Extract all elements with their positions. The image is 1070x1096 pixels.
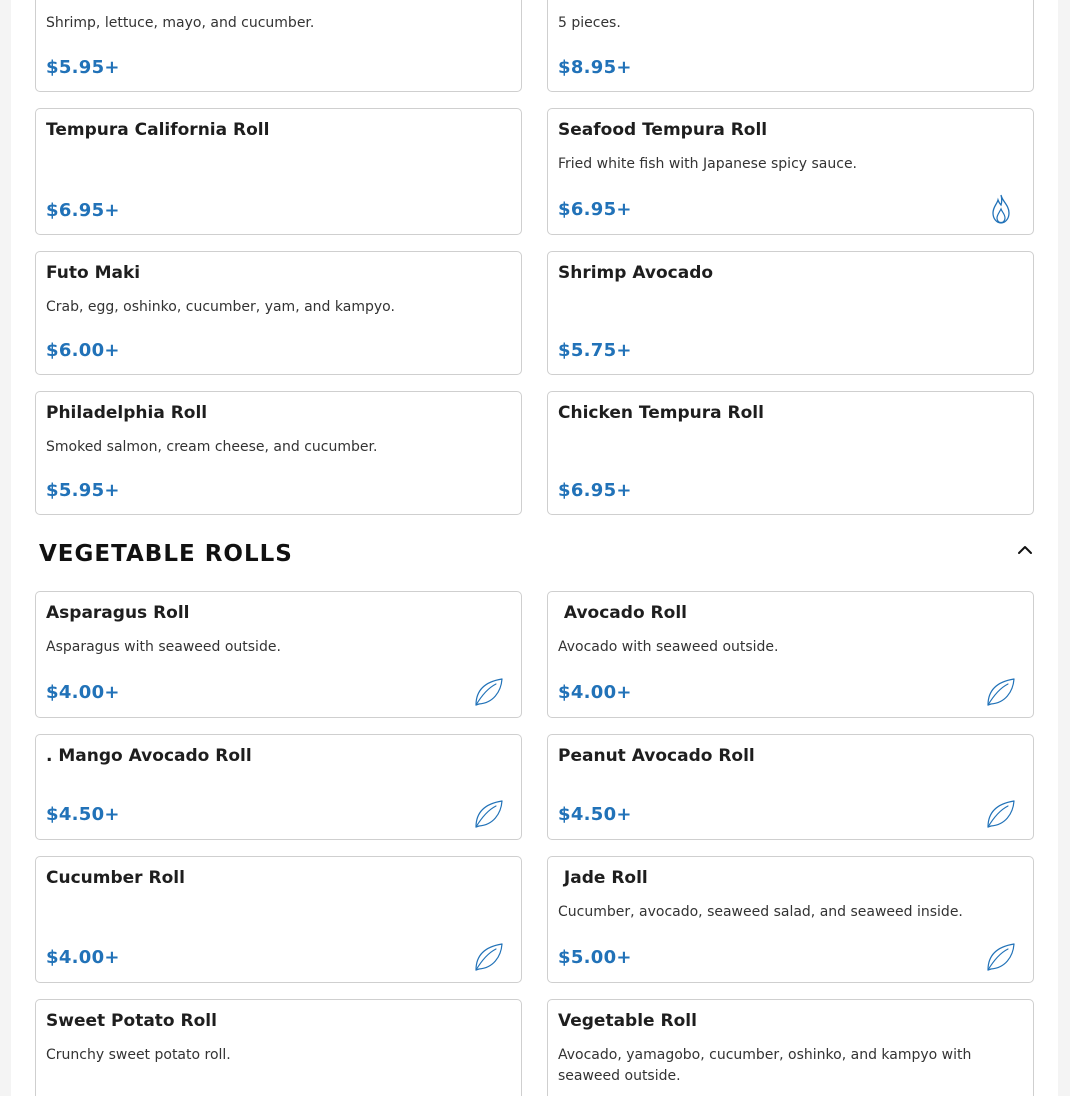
menu-item-description: Shrimp, lettuce, mayo, and cucumber. — [46, 15, 315, 31]
menu-item-price: $4.00+ — [558, 682, 632, 703]
menu-item-price: $4.00+ — [46, 947, 120, 968]
menu-item-description: Fried white fish with Japanese spicy sauce. — [558, 156, 858, 172]
vegetarian-leaf-icon — [985, 676, 1017, 708]
menu-item-card[interactable] — [35, 0, 522, 92]
menu-item-description: Asparagus with seaweed outside. — [46, 639, 281, 655]
menu-item-card[interactable] — [547, 856, 1034, 983]
menu-item-price: $4.50+ — [558, 804, 632, 825]
menu-item-name: Philadelphia Roll — [46, 403, 208, 423]
menu-item-description: Cucumber, avocado, seaweed salad, and seaweed inside. — [558, 904, 963, 920]
menu-item-card[interactable] — [35, 591, 522, 718]
vegetarian-leaf-icon — [985, 941, 1017, 973]
menu-item-price: $5.75+ — [558, 340, 632, 361]
menu-item-description: Avocado with seaweed outside. — [558, 639, 779, 655]
menu-item-card[interactable] — [547, 251, 1034, 375]
menu-item-card[interactable] — [547, 391, 1034, 515]
menu-item-name: Sweet Potato Roll — [46, 1011, 217, 1031]
menu-item-name: Chicken Tempura Roll — [558, 403, 764, 423]
menu-item-card[interactable] — [547, 0, 1034, 92]
menu-item-name: Tempura California Roll — [46, 120, 270, 140]
menu-item-card[interactable] — [547, 108, 1034, 235]
menu-item-card[interactable] — [547, 999, 1034, 1096]
vegetarian-leaf-icon — [473, 941, 505, 973]
menu-item-card[interactable] — [35, 856, 522, 983]
menu-item-description: Crab, egg, oshinko, cucumber, yam, and kampyo. — [46, 299, 395, 315]
vegetarian-leaf-icon — [473, 676, 505, 708]
menu-item-name: Seafood Tempura Roll — [558, 120, 768, 140]
menu-item-price: $4.50+ — [46, 804, 120, 825]
vegetarian-leaf-icon — [473, 798, 505, 830]
spicy-flame-icon — [985, 193, 1017, 225]
menu-item-price: $6.95+ — [558, 480, 632, 501]
menu-item-card[interactable] — [35, 251, 522, 375]
menu-item-card[interactable] — [35, 734, 522, 840]
vegetarian-leaf-icon — [985, 798, 1017, 830]
menu-item-description: Smoked salmon, cream cheese, and cucumber. — [46, 439, 378, 455]
menu-item-card[interactable] — [547, 591, 1034, 718]
menu-item-price: $6.00+ — [46, 340, 120, 361]
menu-item-name: Vegetable Roll — [558, 1011, 697, 1031]
menu-item-name: Peanut Avocado Roll — [558, 746, 755, 766]
menu-item-description: 5 pieces. — [558, 15, 621, 31]
menu-item-price: $6.95+ — [558, 199, 632, 220]
menu-item-price: $5.95+ — [46, 480, 120, 501]
menu-item-name: Jade Roll — [558, 868, 648, 888]
menu-item-name: Futo Maki — [46, 263, 141, 283]
menu-item-description: Avocado, yamagobo, cucumber, oshinko, and kampyo with seaweed outside. — [558, 1047, 972, 1084]
menu-item-card[interactable] — [35, 999, 522, 1096]
menu-item-price: $4.00+ — [46, 682, 120, 703]
menu-item-name: Asparagus Roll — [46, 603, 190, 623]
menu-item-price: $6.95+ — [46, 200, 120, 221]
menu-item-price: $5.00+ — [558, 947, 632, 968]
menu-item-price: $5.95+ — [46, 57, 120, 78]
section-title: VEGETABLE ROLLS — [39, 541, 293, 567]
chevron-up-icon[interactable] — [1013, 540, 1037, 560]
menu-item-name: . Mango Avocado Roll — [46, 746, 252, 766]
menu-item-name: Avocado Roll — [558, 603, 687, 623]
menu-item-card[interactable] — [547, 734, 1034, 840]
menu-item-card[interactable] — [35, 108, 522, 235]
menu-item-description: Crunchy sweet potato roll. — [46, 1047, 231, 1063]
menu-item-name: Cucumber Roll — [46, 868, 185, 888]
menu-item-card[interactable] — [35, 391, 522, 515]
menu-item-price: $8.95+ — [558, 57, 632, 78]
menu-item-name: Shrimp Avocado — [558, 263, 714, 283]
